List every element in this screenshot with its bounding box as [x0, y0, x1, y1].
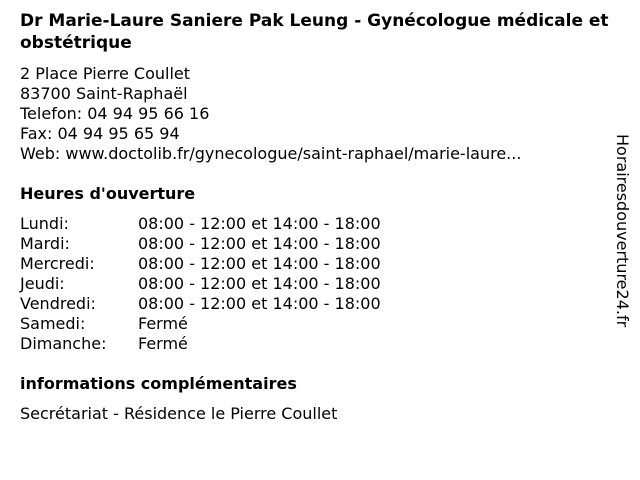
hours-row-thursday	[20, 274, 381, 294]
hours-row-monday	[20, 214, 381, 234]
hours-day-label: Dimanche:	[20, 334, 107, 353]
hours-day-label: Jeudi:	[20, 274, 65, 293]
hours-row-wednesday	[20, 254, 381, 274]
opening-hours-heading: Heures d'ouverture	[20, 184, 196, 203]
hours-time-value: Fermé	[138, 334, 188, 353]
hours-day-label: Mardi:	[20, 234, 70, 253]
address-block	[20, 64, 521, 164]
hours-day-label: Lundi:	[20, 214, 69, 233]
hours-day-label: Vendredi:	[20, 294, 96, 313]
hours-row-saturday	[20, 314, 381, 334]
site-watermark: Horairesdouverture24.fr	[613, 134, 632, 328]
hours-day-label: Samedi:	[20, 314, 86, 333]
fax-number: Fax: 04 94 95 65 94	[20, 124, 180, 143]
hours-time-value: 08:00 - 12:00 et 14:00 - 18:00	[138, 274, 381, 293]
additional-info-text: Secrétariat - Résidence le Pierre Coullet	[20, 404, 338, 423]
address-city: 83700 Saint-Raphaël	[20, 84, 188, 103]
opening-hours-table	[20, 214, 381, 354]
hours-time-value: 08:00 - 12:00 et 14:00 - 18:00	[138, 234, 381, 253]
hours-row-friday	[20, 294, 381, 314]
hours-time-value: 08:00 - 12:00 et 14:00 - 18:00	[138, 294, 381, 313]
additional-info-heading: informations complémentaires	[20, 374, 297, 393]
website-link[interactable]: Web: www.doctolib.fr/gynecologue/saint-raphael/marie-laure...	[20, 144, 522, 163]
hours-day-label: Mercredi:	[20, 254, 95, 273]
page-title: Dr Marie-Laure Saniere Pak Leung - Gynécologue médicale et obstétrique	[20, 11, 609, 53]
hours-time-value: Fermé	[138, 314, 188, 333]
address-street: 2 Place Pierre Coullet	[20, 64, 191, 83]
hours-time-value: 08:00 - 12:00 et 14:00 - 18:00	[138, 254, 381, 273]
hours-row-sunday	[20, 334, 381, 354]
hours-row-tuesday	[20, 234, 381, 254]
phone-number: Telefon: 04 94 95 66 16	[20, 104, 210, 123]
hours-time-value: 08:00 - 12:00 et 14:00 - 18:00	[138, 214, 381, 233]
